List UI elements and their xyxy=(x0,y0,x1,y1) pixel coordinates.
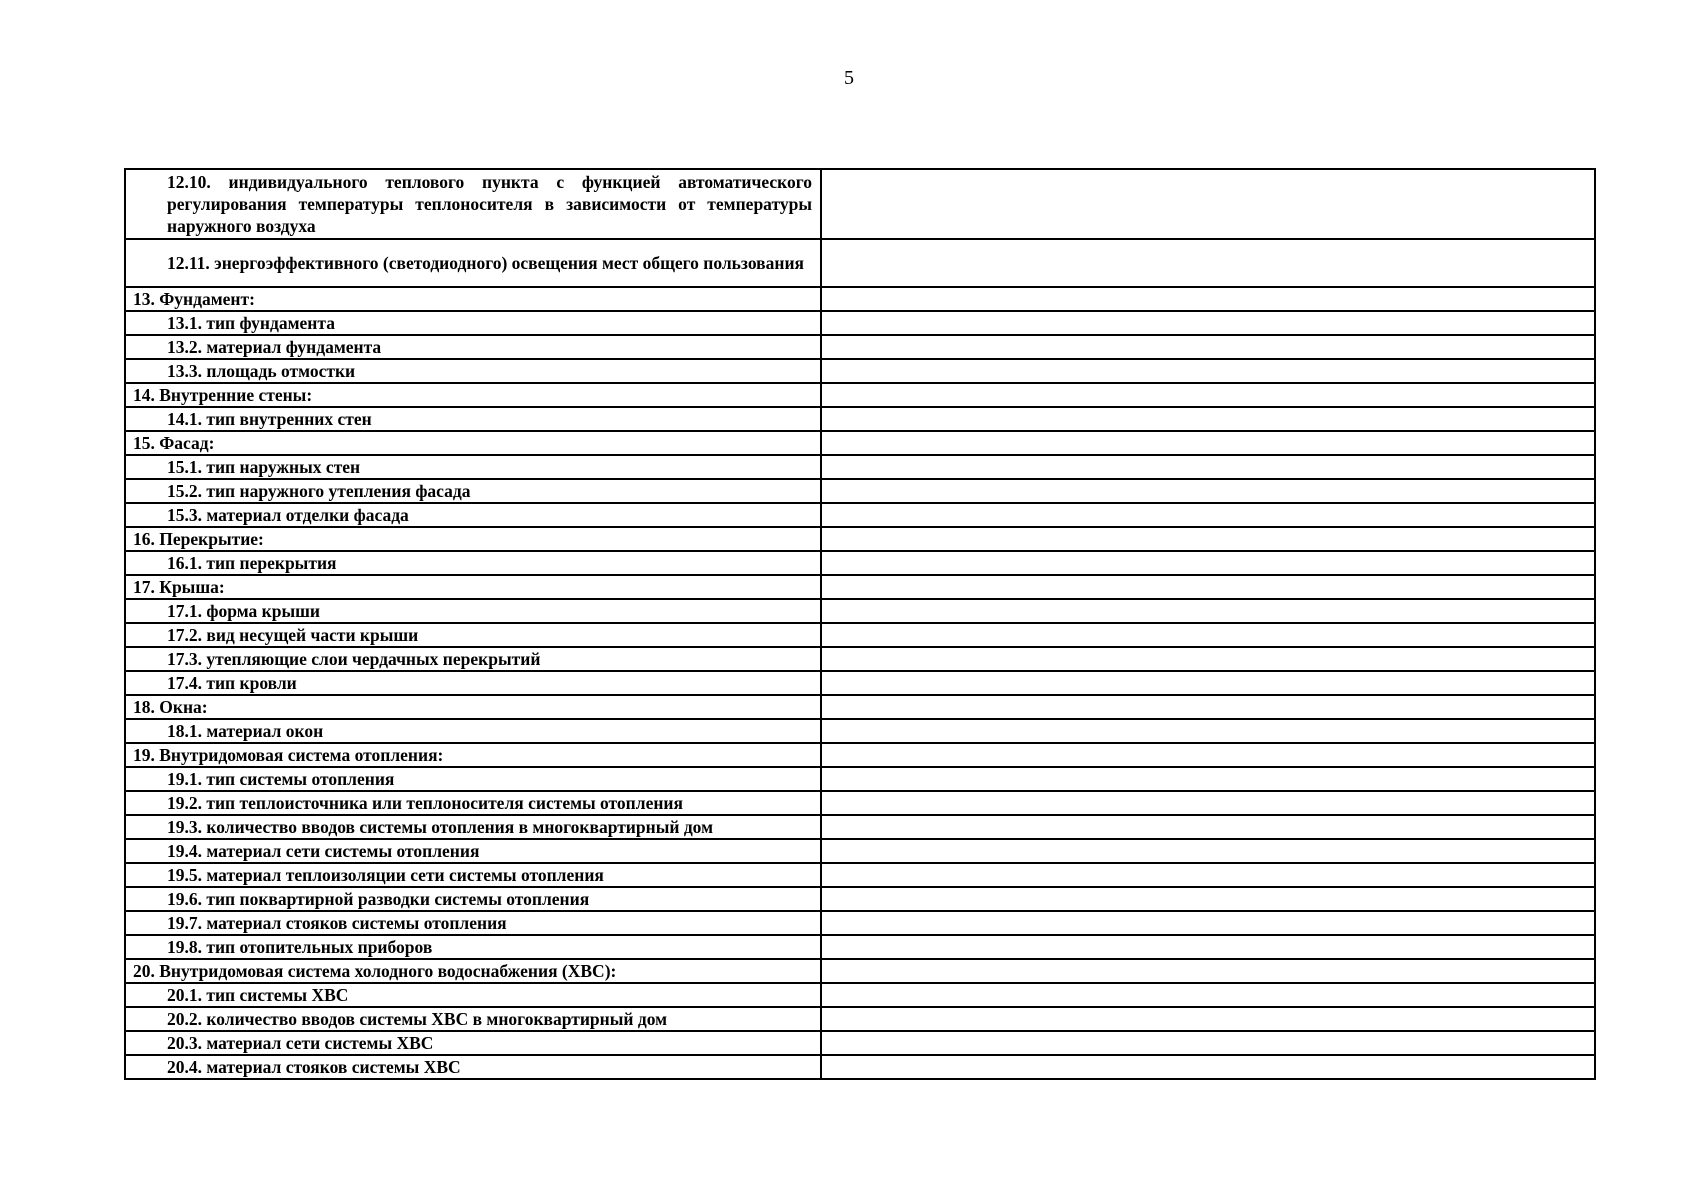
row-value-cell[interactable] xyxy=(821,335,1595,359)
row-label: 19.6. тип поквартирной разводки системы отопления xyxy=(125,887,821,911)
row-label: 19.8. тип отопительных приборов xyxy=(125,935,821,959)
row-value-cell[interactable] xyxy=(821,815,1595,839)
row-label: 19.3. количество вводов системы отопления в многоквартирный дом xyxy=(125,815,821,839)
row-value-cell[interactable] xyxy=(821,551,1595,575)
table-row xyxy=(125,383,1595,407)
row-label: 17.1. форма крыши xyxy=(125,599,821,623)
row-label: 15.1. тип наружных стен xyxy=(125,455,821,479)
table-row xyxy=(125,647,1595,671)
table-row xyxy=(125,1007,1595,1031)
table-row xyxy=(125,1031,1595,1055)
row-label: 12.11. энергоэффективного (светодиодного) освещения мест общего пользования xyxy=(125,239,821,287)
row-value-cell[interactable] xyxy=(821,479,1595,503)
row-label: 12.10. индивидуального теплового пункта с функцией автоматического регулирования температуры теплоносителя в зависимости от температуры наружного воздуха xyxy=(125,169,821,239)
row-label: 19.4. материал сети системы отопления xyxy=(125,839,821,863)
row-value-cell[interactable] xyxy=(821,575,1595,599)
section-heading: 16. Перекрытие: xyxy=(125,527,821,551)
row-label: 17.3. утепляющие слои чердачных перекрытий xyxy=(125,647,821,671)
table-row xyxy=(125,815,1595,839)
passport-table xyxy=(124,168,1596,1080)
table-row xyxy=(125,887,1595,911)
table-row xyxy=(125,695,1595,719)
page-number: 5 xyxy=(844,67,854,89)
section-heading: 13. Фундамент: xyxy=(125,287,821,311)
section-heading: 15. Фасад: xyxy=(125,431,821,455)
table-row xyxy=(125,287,1595,311)
row-label: 19.5. материал теплоизоляции сети системы отопления xyxy=(125,863,821,887)
table-row xyxy=(125,575,1595,599)
table-row xyxy=(125,911,1595,935)
table-row xyxy=(125,935,1595,959)
row-value-cell[interactable] xyxy=(821,1055,1595,1079)
table-row xyxy=(125,407,1595,431)
row-label: 19.2. тип теплоисточника или теплоносителя системы отопления xyxy=(125,791,821,815)
row-value-cell[interactable] xyxy=(821,311,1595,335)
row-value-cell[interactable] xyxy=(821,1007,1595,1031)
row-value-cell[interactable] xyxy=(821,959,1595,983)
row-label: 13.1. тип фундамента xyxy=(125,311,821,335)
row-value-cell[interactable] xyxy=(821,359,1595,383)
section-heading: 20. Внутридомовая система холодного водоснабжения (ХВС): xyxy=(125,959,821,983)
row-value-cell[interactable] xyxy=(821,983,1595,1007)
row-value-cell[interactable] xyxy=(821,407,1595,431)
row-value-cell[interactable] xyxy=(821,599,1595,623)
row-value-cell[interactable] xyxy=(821,743,1595,767)
row-value-cell[interactable] xyxy=(821,169,1595,239)
row-value-cell[interactable] xyxy=(821,791,1595,815)
row-value-cell[interactable] xyxy=(821,503,1595,527)
row-value-cell[interactable] xyxy=(821,911,1595,935)
row-label: 20.4. материал стояков системы ХВС xyxy=(125,1055,821,1079)
row-value-cell[interactable] xyxy=(821,1031,1595,1055)
row-value-cell[interactable] xyxy=(821,863,1595,887)
table-row xyxy=(125,863,1595,887)
table-row xyxy=(125,431,1595,455)
row-label: 13.2. материал фундамента xyxy=(125,335,821,359)
row-value-cell[interactable] xyxy=(821,287,1595,311)
table-row xyxy=(125,359,1595,383)
table-row xyxy=(125,671,1595,695)
section-heading: 19. Внутридомовая система отопления: xyxy=(125,743,821,767)
section-heading: 17. Крыша: xyxy=(125,575,821,599)
row-value-cell[interactable] xyxy=(821,647,1595,671)
row-label: 18.1. материал окон xyxy=(125,719,821,743)
row-value-cell[interactable] xyxy=(821,719,1595,743)
row-value-cell[interactable] xyxy=(821,935,1595,959)
table-row xyxy=(125,599,1595,623)
row-label: 13.3. площадь отмостки xyxy=(125,359,821,383)
table-row xyxy=(125,623,1595,647)
row-value-cell[interactable] xyxy=(821,671,1595,695)
table-row xyxy=(125,959,1595,983)
table-row xyxy=(125,791,1595,815)
row-label: 15.2. тип наружного утепления фасада xyxy=(125,479,821,503)
table-body xyxy=(125,169,1595,1079)
table-row xyxy=(125,527,1595,551)
table-row xyxy=(125,335,1595,359)
row-label: 19.7. материал стояков системы отопления xyxy=(125,911,821,935)
table-row xyxy=(125,551,1595,575)
row-label: 16.1. тип перекрытия xyxy=(125,551,821,575)
row-value-cell[interactable] xyxy=(821,239,1595,287)
table-row xyxy=(125,719,1595,743)
row-value-cell[interactable] xyxy=(821,623,1595,647)
table-row xyxy=(125,239,1595,287)
section-heading: 14. Внутренние стены: xyxy=(125,383,821,407)
row-label: 14.1. тип внутренних стен xyxy=(125,407,821,431)
row-label: 17.4. тип кровли xyxy=(125,671,821,695)
row-value-cell[interactable] xyxy=(821,839,1595,863)
table-row xyxy=(125,479,1595,503)
row-value-cell[interactable] xyxy=(821,767,1595,791)
table-row xyxy=(125,503,1595,527)
table-row xyxy=(125,743,1595,767)
row-value-cell[interactable] xyxy=(821,455,1595,479)
row-label: 20.2. количество вводов системы ХВС в многоквартирный дом xyxy=(125,1007,821,1031)
row-value-cell[interactable] xyxy=(821,695,1595,719)
section-heading: 18. Окна: xyxy=(125,695,821,719)
table-row xyxy=(125,169,1595,239)
row-value-cell[interactable] xyxy=(821,431,1595,455)
row-label: 20.3. материал сети системы ХВС xyxy=(125,1031,821,1055)
table-row xyxy=(125,455,1595,479)
row-label: 15.3. материал отделки фасада xyxy=(125,503,821,527)
row-value-cell[interactable] xyxy=(821,383,1595,407)
table-row xyxy=(125,767,1595,791)
row-label: 20.1. тип системы ХВС xyxy=(125,983,821,1007)
row-label: 19.1. тип системы отопления xyxy=(125,767,821,791)
row-value-cell[interactable] xyxy=(821,527,1595,551)
table-row xyxy=(125,983,1595,1007)
table-row xyxy=(125,839,1595,863)
table-row xyxy=(125,311,1595,335)
row-label: 17.2. вид несущей части крыши xyxy=(125,623,821,647)
row-value-cell[interactable] xyxy=(821,887,1595,911)
table-row xyxy=(125,1055,1595,1079)
